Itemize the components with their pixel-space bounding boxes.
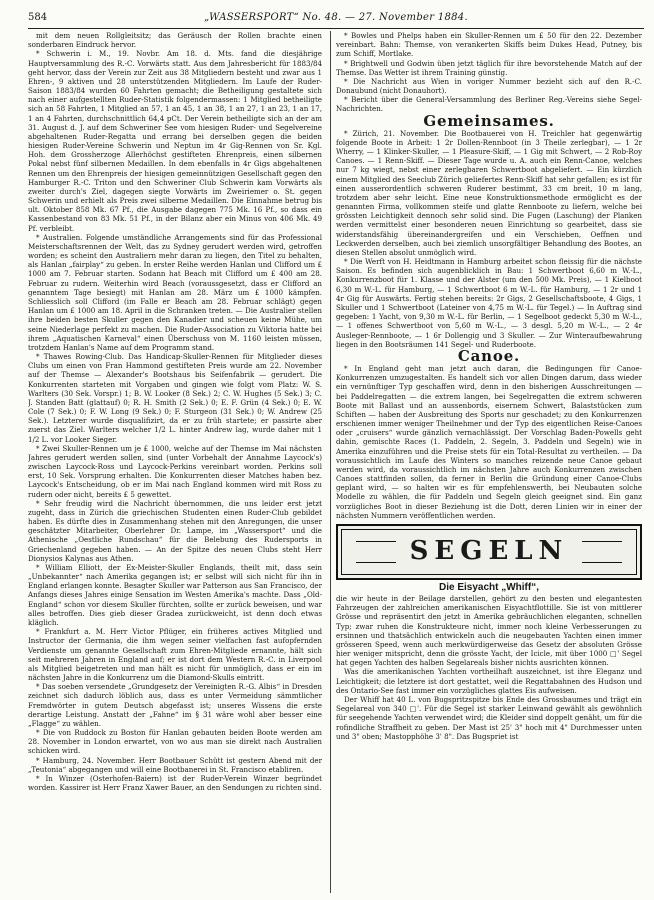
article-paragraph: * Bericht über die General-Versammlung des Berliner Reg.-Vereins siehe Segel-Nachrichten. (336, 95, 642, 114)
article-paragraph: * Das soeben versendete „Grundgesetz der Vereinigten R.-G. Albis“ in Dresden zeichnet sich dadurch löblich aus, dass es unter Vermeidung sämmtlicher Fremdwörter in gutem Deutsch abgefasst ist; unseres Wissens die erste derartige Leistung. Anstatt der „Fahne“ im § 31 wäre wohl aber besser eine „Flagge“ zu wählen. (28, 682, 322, 728)
article-paragraph: mit dem neuen Rollgleitsitz; das Geräusch der Rollen brachte einen sonderbaren Eindruck hervor. (28, 31, 322, 50)
running-title: „WASSERSPORT“ No. 48. — 27. November 1884. (204, 12, 468, 23)
header-rule (28, 28, 644, 29)
article-paragraph: * Die Nachricht aus Wien in voriger Nummer bezieht sich auf den R.-C. Donaubund (nicht Donauhort). (336, 76, 642, 96)
article-paragraph: Der Whiff hat 40 L. von Bugspritzspitze bis Ende des Grossbaumes und trägt ein Segelareal von 340 □'. Für die Segel ist starker Leinwand gewählt als gewöhnlich für seegehende Yachten verwendet wird; die Kleider sind doppelt genäht, um für die rofindliche Straffheit zu geben. Der Mast ist 25' 3" hoch mit 4" Durchmesser unten und 3" oben; Mastopphöhe 3' 8". Das Bugspriet ist (336, 695, 642, 741)
article-paragraph: * William Elliott, der Ex-Meister-Skuller Englands, theilt mit, dass sein „Unbekannter“ nach Amerika gegangen ist; er selbst will sich nicht für ihn in England erlangen konnte. Besagter Skuller war Patterson aus San Francisco, der Anfangs dieses Jahres einige Sensation im Westen Amerika's machte. Dass „Old-England“ schon vor diesem Skuller fürchten, sollte er zurück beweisen, und war alles betroffen. Dies gieb dieser Gradea zurückweicht, ist denn doch etwas kläglich. (28, 562, 322, 627)
article-paragraph: * Schwerin i. M., 19. Novbr. Am 18. d. Mts. fand die diesjährige Hauptversammlung des R.-C. Vorwärts statt. Aus dem Jahresbericht für 1883/84 geht hervor, dass der Verein zur Zeit aus 38 Mitgliedern besteht und zwar aus 1 Ehren-, 9 aktiven und 28 unterstützenden Mitgliedern. Im Laufe der Ruder-Saison 1883/84 wurden 60 Fahrten gemacht; die Betheiligung gestaltete sich nach einer aufgestellten Ruder-Statistik folgendermassen: 1 Mitglied betheiligte sich an 58 Fahrten, 1 Mitglied an 57, 1 an 45, 1 an 38, 1 an 27, 1 an 23, 1 an 17, 1 an 4 Fahrten, durchschnittlich 64,4 pCt. Der Verein betheiligte sich an der am 31. August d. J. auf dem Schweriner See vom hiesigen Ruder- und Segelvereine abgehaltenen Ruder-Regatta und errang bei derselben gegen die beiden hiesigen Ruder-Vereine Schwerin und Neptun im 4r Gig-Rennen von Sr. Kgl. Hoh. dem Grossherzoge Allerhöchst gestifteten Ehrenpreis, einen silbernen Pokal nebst fünf silbernen Medaillen. In dem ebenfalls in 4r Gigs abgehaltenen Rennen um den Ehrenpreis der hiesigen gemeinnützigen Gesellschaft gegen den Hamburger R.-C. Triton und den Schweriner Club Schwerin kam Vorwärts als zweiter durch's Ziel, dagegen siegte Vorwärts im Zweiriemer o. St. gegen Schwerin und erhielt als Preis zwei silberne Medaillen. Die Einnahme betrug bis ult. Oktober 858 Mk. 67 Pf., die Ausgabe dagegen 775 Mk. 16 Pf., so dass ein Kassenbestand von 83 Mk. 51 Pf., in der Bilanz aber ein Minus von 406 Mk. 49 Pf. verbleibt. (28, 49, 322, 233)
article-paragraph: * Frankfurt a. M. Herr Victor Pflüger, ein früheres actives Mitglied und Instructor der Germania, die ihm wegen seiner vielfachen fast aufopfernden Verdienste um genannte Gesellschaft zum Ehren-Mitgliede ernannte, hält sich seit mehreren Jahren in England auf; er ist dort dem Western R.-C. in Liverpool als Mitglied beigetreten und man hält es nicht für unmöglich, dass er ein im nächsten Jahre in die Konkurrenz um die Diamond-Skulls eintritt. (28, 627, 322, 683)
banner-title: SEGELN (409, 536, 569, 567)
page-header (28, 10, 644, 26)
article-paragraph: * Zürich, 21. November. Die Bootbauerei von H. Treichler hat gegenwärtig folgende Boote in Arbeit: 1 2r Dollen-Rennboot (in 3 Theile zerlegbar), — 1 2r Wherry, — 1 Klinker-Skuller, — 1 Pleasure-Skiff, — 1 Gig mit Schwert, — 2 Rob-Roy Canoes. — 1 Renn-Skiff. — Dieser Tage wurde u. A. auch ein Renn-Canoe, welches nur 7 kg wiegt, nebst einer zerlegbaren Schwertboot abgeliefert. — Ein kürzlich einem Mitglied des Seeclub Zürich geliefertes Renn-Skiff hat sehr gefallen; es ist für einen ausserordentlich schweren Ruderer bestimmt, 33 cm breit, 10 m lang, trotzdem aber sehr leicht. Eine neue Konstruktionsmethode ermöglicht es der genannten Firma, vollkommen steife und glatte Rennboote zu liefern, welche bei grössten Leichtigkeit dennoch sehr solid sind. Die Fugen (Laschung) der Planken werden vermittelst einer besonderen neuen Einrichtung so gearbeitet, dass sie widerstandsfähig übereinandergreifen und ein Verschieben, Oeffnen und Leckwerden derselben, auch bei ziemlich unsorgfältiger Behandlung des Bootes, an diesen Stellen absolut unmöglich wird. (336, 128, 642, 257)
right-column (336, 31, 642, 893)
article-paragraph: * Hamburg, 24. November. Herr Bootbauer Schütt ist gestern Abend mit der „Teutonia“ abgegangen und will eine Bootbanerei in St. Francisco etabliren. (28, 755, 322, 774)
article-paragraph: * Die Werft von H. Heidtmann in Hamburg arbeitet schon fleissig für die nächste Saison. Es befinden sich augenblicklich in Bau: 1 Schwertboot 6,60 m W.-L., Konkurrenzboot für 1. Klasse und der Alster (um den 500 Mk. Preis), — 1 Kielboot 6,30 m W.-L. für Hamburg, — 1 Schwertboot 6 m W.-L. für Hamburg, — 1 2r und 1 4r Gig für Auswärts. Fertig stehen bereits: 2r Gigs, 2 Gesellschaftsboote, 4 Gigs, 1 Skuller und 1 Schwertboot (Lateiner von 4,75 m W.-L. für Tegel.) — In Auftrag sind gegeben: 1 Yacht, von 9,30 m W.-L. für Berlin, — 1 Segelboot gedeckt 5,30 m W.-L., — 1 offenes Schwertboot von 5,60 m W.-L., — 3 desgl. 5,20 m W.-L., — 2 4r Ausleger-Rennboote, — 1 6r Dollengig und 3 Skuller. — Zur Winteraufbewahrung liegen in den Bootsräumen 141 Segel- und Ruderboote. (336, 257, 642, 349)
article-paragraph: * Brightwell und Godwin üben jetzt täglich für ihre bevorstehende Match auf der Themse. Das Wetter ist ihrem Training günstig. (336, 58, 642, 77)
left-column (28, 31, 322, 893)
ornament-right (582, 541, 622, 563)
column-divider (330, 31, 331, 893)
article-paragraph: Was die amerikanischen Yachten vortheilhaft auszeichnet, ist ihre Eleganz und Leichtigkeit; die letztere ist dort gestattet, weil die Regattabahnen des Hudson und des Ontario-See fast immer ein vorzügliches glattes Eis aufweisen. (336, 667, 642, 695)
article-paragraph: * Die von Ruddock zu Boston für Hanlan gebauten beiden Boote werden am 28. November in London erwartet, von wo aus man sie direkt nach Australien schicken wird. (28, 728, 322, 756)
banner-frame (341, 529, 637, 575)
article-paragraph: * In England geht man jetzt auch daran, die Bedingungen für Canoe-Konkurrenzen umzugestalten. Es handelt sich vor allen Dingen darum, dass wieder ein vernünftiger Typ geschaffen wird, denn in den bisherigen Ausschreitungen — bei Paddelregatten — die extrem langen, bei Segelregatten die extrem schweren Boote mit Ballast und an aussenbords, eisernem Schwert, Balaststücken zum Schiften — haben der Ausbreitung des Sports nur geschadet; zu den Konkurrenzen erschienen immer weniger Theilnehmer und der Typ des eigentlichen Reise-Canoes oder „cruisers“ wurde gänzlich vernachlässigt. Der Vorschlag Baden-Powells geht dahin, gemischte Races (1. Paddeln, 2. Segeln, 3. Paddeln und Segeln) wie in Amerika einzuführen und die Preise stets für ein Total-Resultat zu vertheilen. — Da voraussichtlich im Laufe des Winters so manches reizende neue Canoe gebaut werden wird, da voraussichtlich im nächsten Jahre auch Konkurrenzen zwischen Canoes stattfinden sollen, da ferner in Berlin die Gründung einer Canoe-Clubs geplant wird, — so halten wir es für empfehlenswerth, bei Neubauten solche Modelle zu wählen, die für Paddeln und Segeln gleich geeignet sind. Ein ganz vorzügliches Boot in dieser Beziehung ist die Dott, deren Linien wir in einer der nächsten Nummern veröffentlichen werden. (336, 364, 642, 520)
page-number: 584 (28, 12, 48, 23)
segeln-banner (336, 524, 642, 580)
article-paragraph: * Sehr freudig wird die Nachricht übernommen, die uns leider erst jetzt zugeht, dass in Zürich die griechischen Studenten einen Ruder-Club gebildet haben. Es dürfte dies in Zusammenhang stehen mit den Anregungen, die unser geschätzter Mitarbeiter, Oberlehrer Dr. Lampe, im „Wassersport“ und die Athenische „Oestliche Rundschau“ für die Belebung des Rudersports in Griechenland gegeben haben. — An der Spitze des neuen Clubs steht Herr Dionysios Kalynas aus Athen. (28, 498, 322, 563)
article-paragraph: * Zwei Skuller-Rennen um je £ 1000, welche auf der Themse im Mai nächsten Jahres gerudert werden sollen, sind (unter Vorbehalt der Annahme Laycock's) zwischen Laycock-Ross und Laycock-Perkins vereinbart worden. Perkins soll erst, 10 Sek. Vorsprung erhalten. Die Konkurrenten dieser Matches haben bez. Laycock's Entscheidung, ob er im Mai nach England kommen wird mit Ross zu rudern oder nicht, bereits £ 5 gewettet. (28, 443, 322, 499)
article-paragraph: * Bowles und Phelps haben ein Skuller-Rennen um £ 50 für den 22. Dezember vereinbart. Bahn: Themse, von verankerten Skiffs beim Dukes Head, Putney, bis zum Schiff, Mortlake. (336, 31, 642, 59)
section-heading-gemeinsames: Gemeinsames. (423, 111, 555, 130)
ornament-left (356, 541, 396, 563)
article-paragraph: * In Winzer (Osterhofen-Baiern) ist der Ruder-Verein Winzer begründet worden. Kassirer ist Herr Franz Xawer Bauer, an den Sendungen zu richten sind. (28, 773, 322, 793)
article-paragraph: * Australien. Folgende umständliche Arrangements sind für das Professional Meisterschaftsrennen der Welt, das zu Sydney gerudert werden wird, getroffen worden; es scheint den Australiern mehr daran zu liegen, den Titel zu behalten, als Hanlan „fairplay“ zu geben. In erster Reihe werden Hanlan und Clifford um £ 1000 am 7. Februar starten. Sodann hat Beach mit Clifford um £ 400 am 28. Februar zu rudern. Weiterhin wird Beach (voraussgesetzt, dass er Clifford an genanntem Tage besiegt) mit Hanlan am 28. März um £ 1000 kämpfen. Schliesslich soll Clifford (im Falle er Beach am 28. Februar schlägt) gegen Hanlan um £ 1000 am 18. April in die Schranken treten. — Die Australier stellen ihre beiden besten Skuller gegen den Kanadier und scheuen keine Mühe, um seine Niederlage perfekt zu machen. Die Ruder-Association zu Viktoria hatte bei ihrem „Aquatischen Karneval“ einen Überschuss von M. 1160 leisten müssen, trotzdem Hanlan's Name auf dem Programm stand. (28, 232, 322, 352)
article-subheading: Die Eisyacht „Whiff“, (438, 581, 539, 593)
section-heading-canoe: Canoe. (457, 346, 521, 365)
article-paragraph: die wir heute in der Beilage darstellen, gehört zu den besten und elegantesten Fahrzeugen der zahlreichen amerikanischen Eisyachtflottille. Sie ist von mittlerer Grösse und repräsentirt den jetzt in Amerika gebräuchlichen eleganten, schnellen Typ; zwar ruhen die Konstrukteure nicht, immer noch kleine Verbesserungen zu ersinnen und thatsächlich entwickeln auch die neugebauten Yachten einen immer grösseren Speed, wenn auch merkwürdigerweise das Gesetz der absoluten Grösse hier weniger mitspricht, denn die grösste Yacht, der Icicle, mit über 1000 □' Segel hat gegen Yachten des halben Segelareals bisher nichts ausrichten können. (336, 594, 642, 668)
article-paragraph: * Thawes Rowing-Club. Das Handicap-Skuller-Rennen für Mitglieder dieses Clubs um einen von Fran Hammond gestifteten Preis wurde am 22. November auf der Themse — Alexander's Bootshaus bis Seifenfabrik — gerudert. Die Konkurrenten starteten mit Vorgaben und gingen wie folgt vom Platz: W. S. Warlters (30 Sek. Vorspr.) 1; B. W. Looker (8 Sek.) 2; C. W. Hughes (5 Sek.) 3; C. J. Standen Batt (glattauf) 0; R. H. Smith (2 Sek.) 0; E. F. Grün (4 Sek.) 0; E. W. Cole (7 Sek.) 0; F. W. Long (9 Sek.) 0; F. Sturgeon (31 Sek.) 0; W. Andrew (25 Sek.). Letzterer wurde disqualifizirt, da er zu früh startete; er passirte aber zuerst das Ziel. Warlters welcher 1/2 L. hinter Andrew lag, wurde daher mit 1 1/2 L. vor Looker Sieger. (28, 352, 322, 444)
